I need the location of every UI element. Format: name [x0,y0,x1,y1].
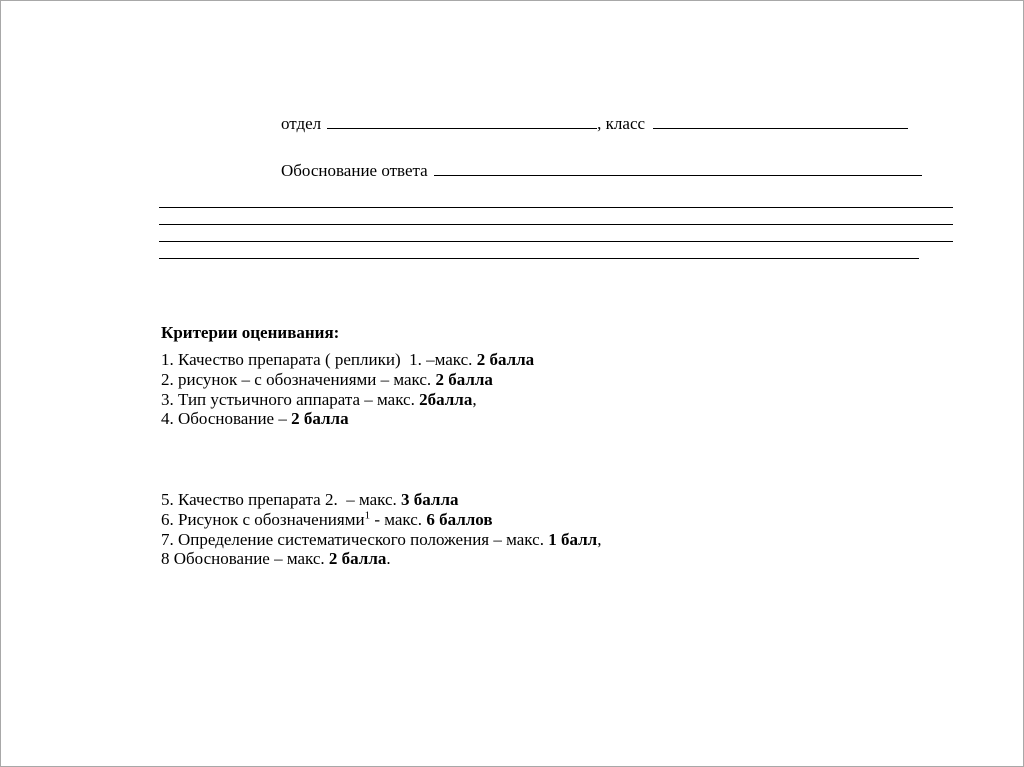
blank-line-2 [159,224,953,225]
class-label: , класс [597,114,646,133]
criteria-item-1-text: 1. Качество препарата ( реплики) 1. –макс. [161,350,477,369]
criteria-list-block2 [161,490,601,569]
justification-label: Обоснование ответа [281,161,428,180]
criteria-item-7-text: 7. Определение систематического положения – макс. [161,529,549,549]
criteria-item-1-score: 2 балла [476,350,535,369]
criteria-item-2 [161,370,534,390]
dept-label: отдел [281,114,322,133]
criteria-item-6-footnote-marker: 1 [364,509,371,522]
criteria-item-7-score: 1 балл [548,529,598,549]
justification-blank-field [434,162,922,176]
class-blank-field [653,115,908,129]
justification-row [281,161,922,181]
criteria-item-8-text: 8 Обоснование – макс. [161,549,329,569]
criteria-item-3-score: 2балла [419,389,473,409]
criteria-title: Критерии оценивания: [161,323,340,342]
criteria-item-6-text: 6. Рисунок с обозначениями [161,509,365,529]
blank-line-3 [159,241,953,242]
criteria-item-2-text: 2. рисунок – с обозначениями – макс. [161,369,436,389]
criteria-item-5-text: 5. Качество препарата 2. – макс. [161,490,402,509]
criteria-item-6 [161,510,601,530]
criteria-item-7 [161,530,601,550]
criteria-item-4-text: 4. Обоснование – [161,409,292,429]
criteria-item-8-score: 2 балла [328,549,387,569]
dept-blank-field [327,115,597,129]
criteria-item-5-score: 3 балла [401,490,459,509]
dept-class-row [281,114,908,134]
criteria-list-block1 [161,350,534,429]
criteria-item-4-score: 2 балла [291,409,349,429]
criteria-item-3-tail: , [472,389,477,409]
criteria-item-5 [161,490,601,510]
blank-line-1 [159,207,953,208]
criteria-item-7-tail: , [597,529,602,549]
criteria-item-3-text: 3. Тип устьичного аппарата – макс. [161,389,420,409]
criteria-item-6-score: 6 баллов [426,509,493,529]
criteria-item-8-tail: . [386,549,391,569]
criteria-item-8 [161,549,601,569]
criteria-item-3 [161,390,534,410]
criteria-item-6-mid: - макс. [370,509,427,529]
criteria-item-1 [161,350,534,370]
criteria-item-2-score: 2 балла [435,369,493,389]
blank-line-4 [159,258,919,259]
criteria-item-4 [161,409,534,429]
